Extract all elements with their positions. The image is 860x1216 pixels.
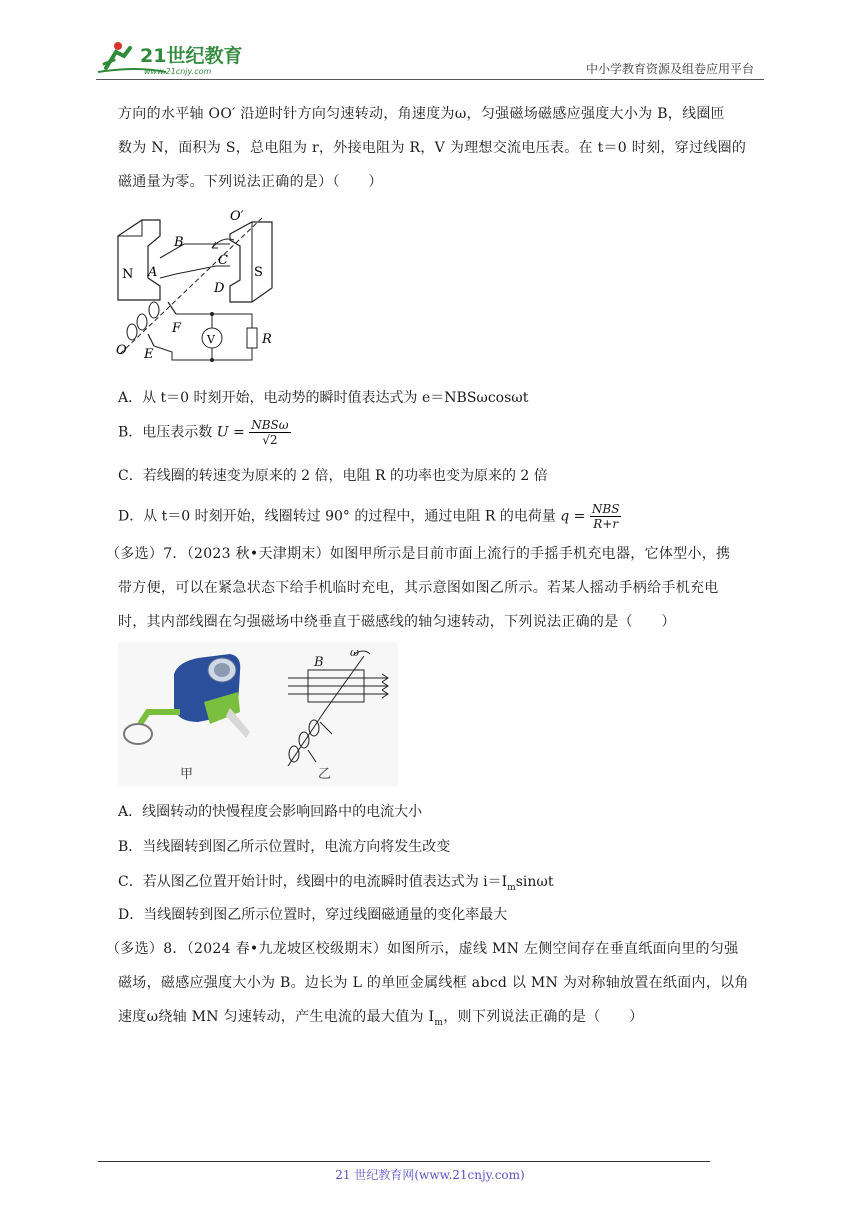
logo-text: 21世纪教育	[140, 45, 243, 67]
q7-line-2: 带方便，可以在紧急状态下给手机临时充电，其示意图如图乙所示。若某人摇动手柄给手机充电	[118, 580, 719, 596]
fig-label-o: O	[116, 343, 127, 358]
q7-option-c	[118, 872, 553, 898]
q6-line-1: 方向的水平轴 OO′ 沿逆时针方向匀速转动，角速度为ω，匀强磁场磁感应强度大小为 B，线圈匝	[118, 106, 725, 122]
fig-label-v: V	[207, 333, 215, 346]
q6-option-b-text: B．电压表示数	[118, 424, 217, 441]
fig-label-b-field: B	[314, 655, 324, 670]
header-platform-text: 中小学教育资源及组卷应用平台	[585, 62, 754, 76]
q6-option-d-denominator: R+r	[593, 517, 619, 531]
fig-label-jia: 甲	[180, 767, 194, 782]
header-divider	[96, 79, 764, 80]
q7-option-c-subscript: m	[507, 882, 516, 893]
site-logo	[96, 38, 256, 78]
q6-option-b-numerator: NBSω	[251, 418, 289, 432]
q8-stem	[106, 932, 770, 1040]
fig-label-d: D	[214, 281, 225, 296]
fig-label-f: F	[172, 321, 182, 336]
q6-option-b-lhs: U =	[216, 424, 245, 441]
q6-option-d	[118, 502, 621, 531]
fig-label-n: N	[122, 267, 134, 282]
logo-url: www.21cnjy.com	[144, 67, 212, 76]
footer-divider	[98, 1161, 710, 1162]
q8-line-2: 磁场，磁感应强度大小为 B。边长为 L 的单匝金属线框 abcd 以 MN 为对称轴放置在纸面内，以角	[118, 975, 749, 991]
q6-generator-figure	[112, 206, 292, 362]
q6-option-a: A．从 t＝0 时刻开始，电动势的瞬时值表达式为 e＝NBSωcosωt	[118, 390, 529, 406]
q7-charger-figure	[118, 642, 398, 786]
q8-line-3-subscript: m	[434, 1017, 444, 1028]
fig-label-e: E	[144, 347, 154, 362]
q6-option-d-numerator: NBS	[591, 502, 620, 516]
q6-option-c: C．若线圈的转速变为原来的 2 倍，电阻 R 的功率也变为原来的 2 倍	[118, 468, 548, 484]
q6-option-d-text: D．从 t＝0 时刻开始，线圈转过 90° 的过程中，通过电阻 R 的电荷量	[118, 508, 561, 525]
fig-label-c: C	[218, 253, 228, 268]
q7-line-1: （多选）7．（2023 秋•天津期末）如图甲所示是目前市面上流行的手摇手机充电器，它体型小，携	[106, 546, 731, 562]
fig-label-b: B	[174, 235, 184, 250]
q8-line-3	[106, 1000, 770, 1040]
q6-option-b-fraction	[249, 418, 290, 447]
q8-line-3-text: 速度ω绕轴 MN 匀速转动，产生电流的最大值为 I	[118, 1009, 435, 1025]
q6-option-b	[118, 418, 291, 447]
q7-option-b: B．当线圈转到图乙所示位置时，电流方向将发生改变	[118, 839, 451, 855]
q7-option-a: A．线圈转动的快慢程度会影响回路中的电流大小	[118, 804, 423, 820]
q7-option-c-suffix: sinωt	[515, 874, 554, 890]
q6-option-d-fraction	[590, 502, 622, 531]
q7-stem	[106, 537, 770, 639]
footer-site-link[interactable]: 21 世纪教育网(www.21cnjy.com)	[335, 1168, 525, 1182]
q7-line-3: 时，其内部线圈在匀强磁场中绕垂直于磁感线的轴匀速转动，下列说法正确的是（ ）	[118, 614, 676, 630]
q6-line-3: 磁通量为零。下列说法正确的是）（ ）	[118, 174, 383, 190]
fig-label-yi: 乙	[318, 767, 332, 782]
fig-label-s: S	[254, 265, 263, 280]
q6-stem	[118, 97, 768, 199]
q8-line-3-suffix: ，则下列说法正确的是（ ）	[443, 1009, 644, 1025]
q6-option-d-lhs: q =	[560, 508, 586, 525]
q7-option-d: D．当线圈转到图乙所示位置时，穿过线圈磁通量的变化率最大	[118, 907, 508, 923]
fig-label-omega: ω	[350, 646, 359, 659]
q6-line-2: 数为 N，面积为 S，总电阻为 r，外接电阻为 R，V 为理想交流电压表。在 t＝0 时刻，穿过线圈的	[118, 140, 747, 156]
fig-label-r: R	[262, 332, 272, 347]
q8-line-1: （多选）8．（2024 春•九龙坡区校级期末）如图所示，虚线 MN 左侧空间存在垂直纸面向里的匀强	[106, 941, 739, 957]
q6-option-b-denominator: √2	[262, 433, 278, 447]
q7-option-c-text: C．若从图乙位置开始计时，线圈中的电流瞬时值表达式为 i＝I	[118, 874, 508, 890]
fig-label-a: A	[148, 265, 158, 280]
fig-label-o-prime: O′	[230, 209, 244, 224]
